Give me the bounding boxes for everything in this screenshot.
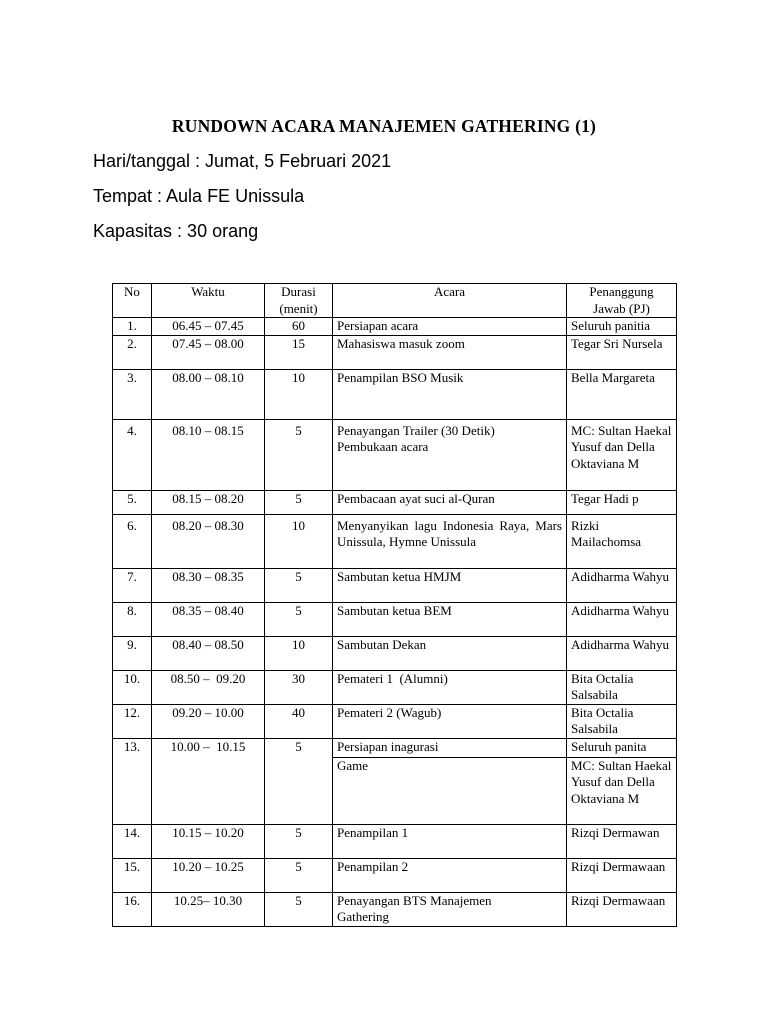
cell-durasi: 10 <box>265 514 333 568</box>
cell-acara: Sambutan ketua BEM <box>333 602 567 636</box>
cell-no: 4. <box>113 419 152 490</box>
cell-waktu: 08.10 – 08.15 <box>152 419 265 490</box>
cell-no: 8. <box>113 602 152 636</box>
table-row <box>113 514 677 568</box>
cell-pj: Adidharma Wahyu <box>567 568 677 602</box>
table-row <box>113 568 677 602</box>
cell-no: 7. <box>113 568 152 602</box>
cell-no: 14. <box>113 824 152 858</box>
cell-no: 3. <box>113 369 152 419</box>
cell-pj: MC: Sultan Haekal Yusuf dan Della Oktaviana M <box>567 757 677 824</box>
cell-waktu: 07.45 – 08.00 <box>152 335 265 369</box>
cell-pj: Bella Margareta <box>567 369 677 419</box>
cell-waktu: 08.15 – 08.20 <box>152 490 265 514</box>
capacity-line: Kapasitas : 30 orang <box>93 221 259 241</box>
date-line: Hari/tanggal : Jumat, 5 Februari 2021 <box>93 151 392 171</box>
header-no: No <box>113 284 152 318</box>
place-line: Tempat : Aula FE Unissula <box>93 186 305 206</box>
cell-pj: Rizqi Dermawaan <box>567 892 677 926</box>
cell-durasi: 5 <box>265 892 333 926</box>
header-waktu: Waktu <box>152 284 265 318</box>
cell-pj: Seluruh panita <box>567 738 677 757</box>
header-durasi <box>265 284 333 318</box>
cell-durasi: 15 <box>265 335 333 369</box>
header-pj-line1: Penanggung <box>589 284 654 299</box>
table-row <box>113 670 677 704</box>
cell-pj: Bita Octalia Salsabila <box>567 670 677 704</box>
cell-waktu: 08.40 – 08.50 <box>152 636 265 670</box>
cell-pj: Bita Octalia Salsabila <box>567 704 677 738</box>
cell-waktu: 10.15 – 10.20 <box>152 824 265 858</box>
cell-no: 12. <box>113 704 152 738</box>
document-title: RUNDOWN ACARA MANAJEMEN GATHERING (1) <box>171 116 597 136</box>
cell-pj: Tegar Sri Nursela <box>567 335 677 369</box>
cell-acara: Menyanyikan lagu Indonesia Raya, Mars Unissula, Hymne Unissula <box>333 514 567 568</box>
table-header-row <box>113 284 677 318</box>
cell-no: 6. <box>113 514 152 568</box>
cell-waktu: 08.00 – 08.10 <box>152 369 265 419</box>
cell-pj: Adidharma Wahyu <box>567 602 677 636</box>
cell-acara: Persiapan acara <box>333 318 567 336</box>
table-row <box>113 335 677 369</box>
table-row <box>113 419 677 490</box>
cell-durasi: 5 <box>265 824 333 858</box>
table-row <box>113 858 677 892</box>
header-durasi-line1: Durasi <box>281 284 316 299</box>
cell-acara: Pembacaan ayat suci al-Quran <box>333 490 567 514</box>
cell-pj: Rizqi Dermawaan <box>567 858 677 892</box>
cell-acara: Penampilan 1 <box>333 824 567 858</box>
cell-waktu: 08.20 – 08.30 <box>152 514 265 568</box>
cell-acara: Penampilan BSO Musik <box>333 369 567 419</box>
cell-durasi: 5 <box>265 419 333 490</box>
cell-durasi: 5 <box>265 490 333 514</box>
cell-waktu: 08.35 – 08.40 <box>152 602 265 636</box>
cell-acara: Persiapan inagurasi <box>333 738 567 757</box>
cell-no: 1. <box>113 318 152 336</box>
header-acara: Acara <box>333 284 567 318</box>
cell-acara: Game <box>333 757 567 824</box>
cell-pj: MC: Sultan Haekal Yusuf dan Della Oktaviana M <box>567 419 677 490</box>
cell-no: 9. <box>113 636 152 670</box>
cell-waktu: 08.50 – 09.20 <box>152 670 265 704</box>
cell-acara: Penampilan 2 <box>333 858 567 892</box>
cell-durasi: 30 <box>265 670 333 704</box>
cell-waktu: 10.00 – 10.15 <box>152 738 265 824</box>
cell-acara: Penayangan Trailer (30 Detik) Pembukaan acara <box>333 419 567 490</box>
rundown-table <box>112 283 677 927</box>
header-pj <box>567 284 677 318</box>
cell-acara: Pemateri 2 (Wagub) <box>333 704 567 738</box>
cell-durasi: 5 <box>265 568 333 602</box>
cell-waktu: 09.20 – 10.00 <box>152 704 265 738</box>
cell-no: 10. <box>113 670 152 704</box>
cell-no: 13. <box>113 738 152 824</box>
cell-durasi: 5 <box>265 738 333 824</box>
cell-pj: Seluruh panitia <box>567 318 677 336</box>
header-durasi-line2: (menit) <box>279 300 318 316</box>
cell-waktu: 10.25– 10.30 <box>152 892 265 926</box>
cell-acara: Sambutan ketua HMJM <box>333 568 567 602</box>
table-row <box>113 318 677 336</box>
table-row <box>113 636 677 670</box>
cell-acara: Sambutan Dekan <box>333 636 567 670</box>
table-row <box>113 369 677 419</box>
cell-pj: Adidharma Wahyu <box>567 636 677 670</box>
cell-waktu: 08.30 – 08.35 <box>152 568 265 602</box>
cell-no: 15. <box>113 858 152 892</box>
cell-durasi: 5 <box>265 858 333 892</box>
cell-durasi: 10 <box>265 636 333 670</box>
cell-waktu: 10.20 – 10.25 <box>152 858 265 892</box>
cell-acara: Pemateri 1 (Alumni) <box>333 670 567 704</box>
cell-acara: Penayangan BTS Manajemen Gathering <box>333 892 567 926</box>
table-row <box>113 892 677 926</box>
cell-waktu: 06.45 – 07.45 <box>152 318 265 336</box>
table-row <box>113 602 677 636</box>
cell-no: 2. <box>113 335 152 369</box>
cell-pj: Rizki Mailachomsa <box>567 514 677 568</box>
cell-pj: Tegar Hadi p <box>567 490 677 514</box>
cell-durasi: 40 <box>265 704 333 738</box>
table-row <box>113 490 677 514</box>
cell-no: 5. <box>113 490 152 514</box>
header-pj-line2: Jawab (PJ) <box>593 300 650 316</box>
table-row <box>113 824 677 858</box>
table-row <box>113 738 677 757</box>
cell-durasi: 5 <box>265 602 333 636</box>
cell-durasi: 60 <box>265 318 333 336</box>
cell-pj: Rizqi Dermawan <box>567 824 677 858</box>
table-row <box>113 704 677 738</box>
cell-durasi: 10 <box>265 369 333 419</box>
cell-acara: Mahasiswa masuk zoom <box>333 335 567 369</box>
cell-no: 16. <box>113 892 152 926</box>
